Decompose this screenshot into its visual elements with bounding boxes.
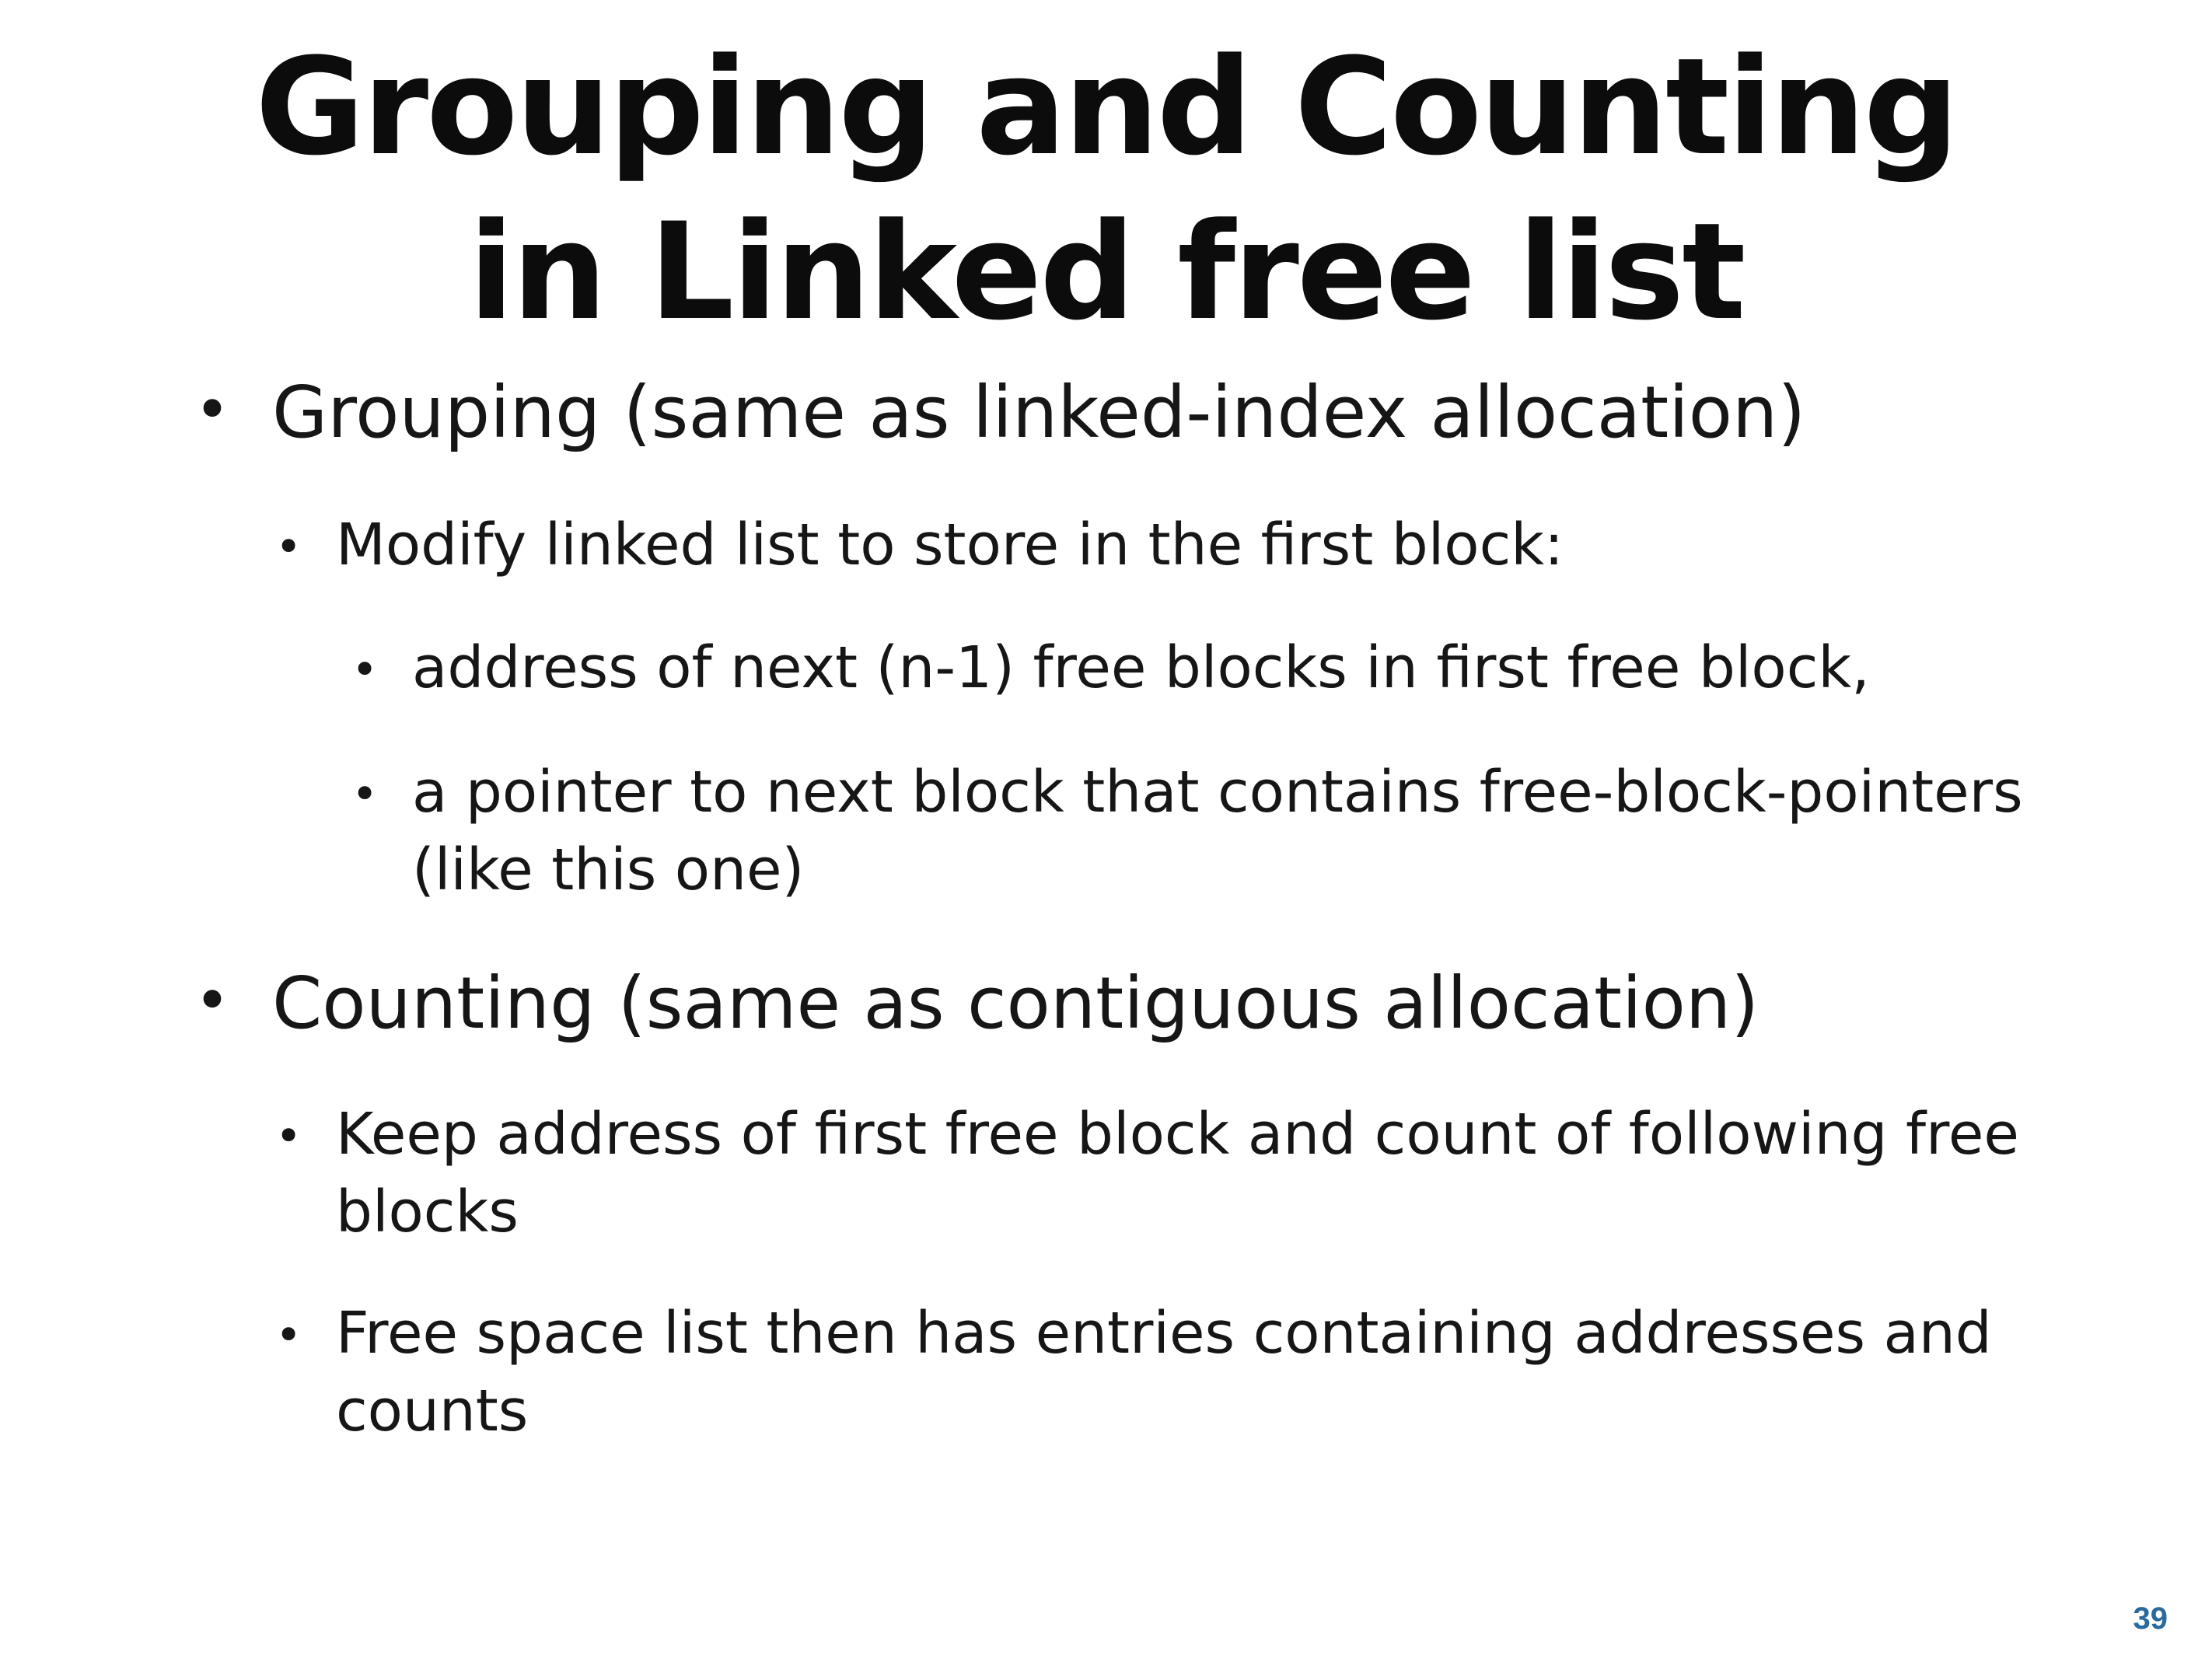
bullet-counting bbox=[194, 962, 1759, 1045]
bullet-text: Grouping (same as linked-index allocation) bbox=[272, 371, 1806, 454]
slide-title-line-1: Grouping and Counting bbox=[255, 29, 1957, 185]
sub-sub-bullet-text-line-1: a pointer to next block that contains free-block-pointers bbox=[412, 759, 2023, 826]
sub-bullet-modify-linked-list bbox=[275, 507, 1564, 585]
bullet-dot-icon: • bbox=[351, 643, 379, 696]
sub-sub-bullet-pointer-next bbox=[351, 754, 2023, 910]
sub-bullet-text-line-2: blocks bbox=[336, 1178, 519, 1245]
bullet-dot-icon: • bbox=[275, 1109, 302, 1162]
sub-sub-bullet-address-next bbox=[351, 630, 1870, 707]
sub-bullet-text-line-1: Keep address of first free block and count of following free bbox=[336, 1101, 2019, 1168]
bullet-text: Counting (same as contiguous allocation) bbox=[272, 962, 1759, 1045]
page-number: 39 bbox=[2133, 1601, 2168, 1636]
bullet-dot-icon: • bbox=[194, 375, 231, 445]
sub-sub-bullet-text: address of next (n-1) free blocks in first free block, bbox=[412, 634, 1870, 701]
sub-bullet-text-line-1: Free space list then has entries containing addresses and bbox=[336, 1300, 1992, 1367]
bullet-dot-icon: • bbox=[275, 520, 302, 573]
slide-title-line-2: in Linked free list bbox=[468, 194, 1744, 350]
sub-bullet-keep-address bbox=[275, 1096, 2019, 1252]
bullet-dot-icon: • bbox=[275, 1308, 302, 1361]
bullet-dot-icon: • bbox=[351, 767, 379, 820]
sub-sub-bullet-text-line-2: (like this one) bbox=[412, 836, 805, 903]
bullet-grouping bbox=[194, 371, 1806, 454]
sub-bullet-text-line-2: counts bbox=[336, 1377, 529, 1444]
sub-bullet-free-space-list bbox=[275, 1295, 1992, 1451]
bullet-dot-icon: • bbox=[194, 966, 231, 1036]
sub-bullet-text: Modify linked list to store in the first block: bbox=[336, 512, 1564, 578]
